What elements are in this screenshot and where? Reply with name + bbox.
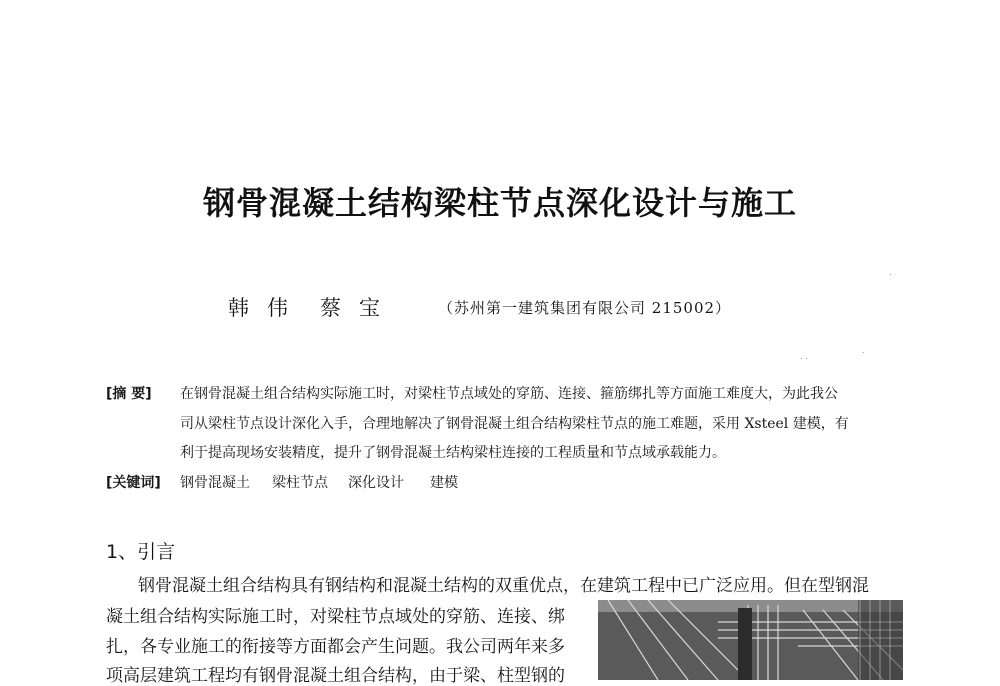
keyword: 梁柱节点 (272, 475, 328, 491)
abstract-label: [摘 要] (106, 386, 152, 402)
body-text-line: 钢骨混凝土组合结构具有钢结构和混凝土结构的双重优点，在建筑工程中已广泛应用。但在型钢混 (138, 576, 869, 596)
body-text-line: 凝土组合结构实际施工时，对梁柱节点域处的穿筋、连接、绑 (106, 607, 565, 627)
construction-site-photo (598, 600, 903, 680)
scan-speck: . (889, 268, 892, 277)
body-text-line: 项高层建筑工程均有钢骨混凝土组合结构，由于梁、柱型钢的 (106, 666, 565, 686)
author-line (228, 292, 988, 322)
keyword: 钢骨混凝土 (180, 475, 250, 491)
keywords-label: [关键词] (106, 475, 161, 491)
abstract-line: 利于提高现场安装精度，提升了钢骨混凝土结构梁柱连接的工程质量和节点域承载能力。 (180, 445, 726, 461)
abstract-line: 在钢骨混凝土组合结构实际施工时，对梁柱节点域处的穿筋、连接、箍筋绑扎等方面施工难度大，为此我公 (180, 386, 838, 402)
scan-speck: . . (800, 352, 808, 361)
paper-title: 钢骨混凝土结构梁柱节点深化设计与施工 (202, 184, 797, 222)
affiliation: （苏州第一建筑集团有限公司 215002） (438, 299, 732, 317)
author-2: 蔡宝 (320, 296, 398, 320)
keyword: 深化设计 (348, 475, 404, 491)
author-1: 韩伟 (228, 296, 306, 320)
body-text-line: 扎，各专业施工的衔接等方面都会产生问题。我公司两年来多 (106, 637, 565, 657)
keyword: 建模 (430, 475, 458, 491)
section-heading: 1、引言 (106, 541, 176, 563)
abstract-line: 司从梁柱节点设计深化入手，合理地解决了钢骨混凝土组合结构梁柱节点的施工难题，采用 Xsteel 建模，有 (180, 416, 849, 432)
scan-speck: . (862, 346, 865, 355)
